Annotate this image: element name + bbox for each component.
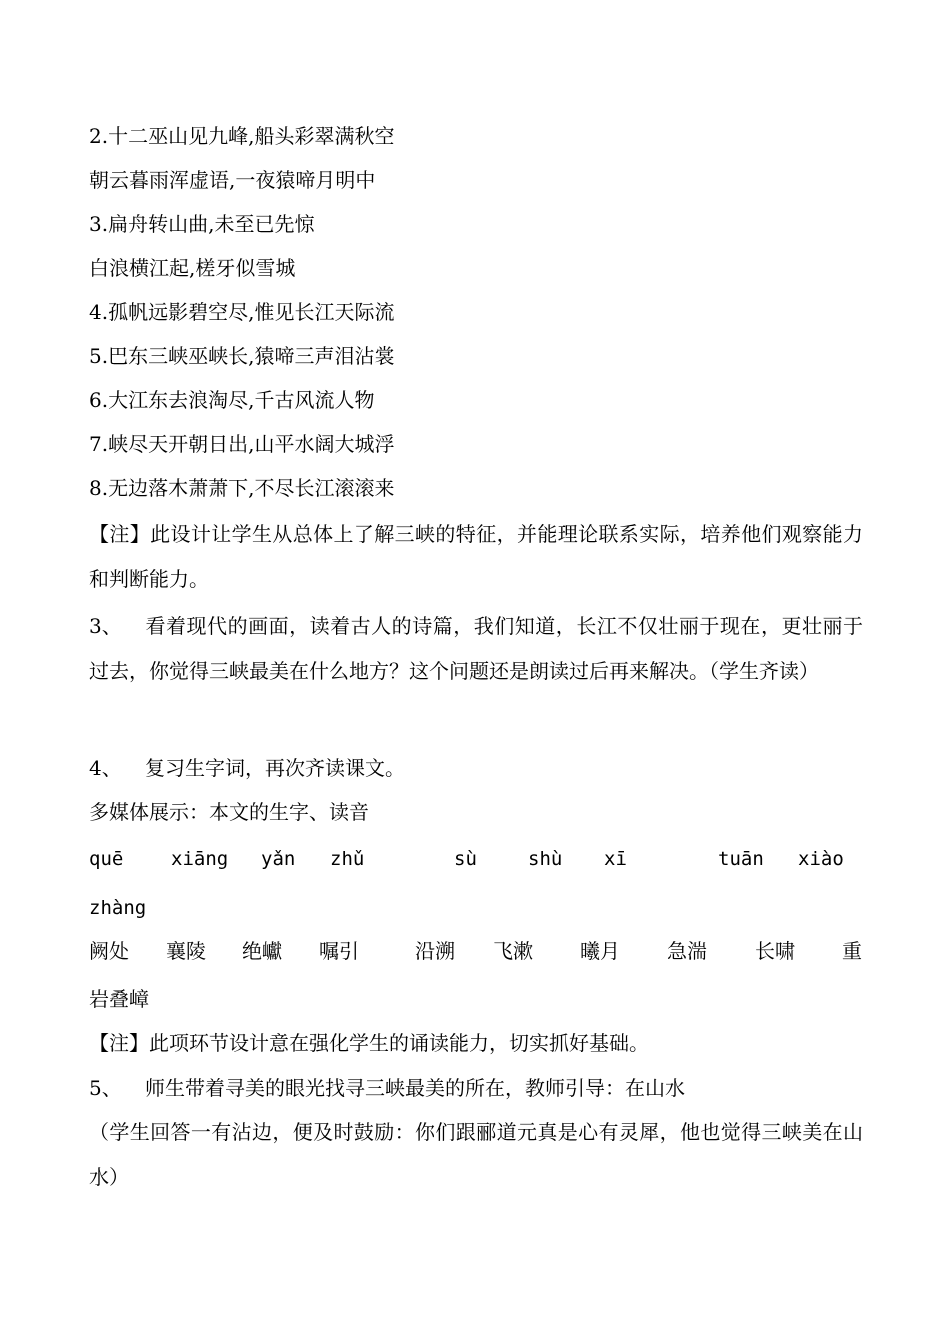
pinyin-row — [89, 846, 863, 872]
step-4-paragraph — [89, 756, 405, 780]
word-item: 绝巘 — [242, 939, 282, 963]
word-item: 急湍 — [667, 939, 707, 963]
word-item: 襄陵 — [166, 939, 206, 963]
word-row — [89, 938, 863, 964]
pinyin-row — [89, 895, 863, 921]
poem-line: 2.十二巫山见九峰,船头彩翠满秋空 — [89, 124, 395, 148]
pinyin-item: zhǔ — [330, 848, 365, 870]
pinyin-item: xiāng — [171, 848, 229, 870]
word-item: 沿溯 — [415, 939, 455, 963]
pinyin-item: xiào — [798, 848, 844, 870]
pinyin-item: zhàng — [89, 897, 147, 919]
word-item: 长啸 — [755, 939, 795, 963]
pinyin-item: quē — [89, 848, 124, 870]
step-text: 复习生字词，再次齐读课文。 — [145, 756, 405, 780]
answer-paragraph: （学生回答一有沾边，便及时鼓励：你们跟郦道元真是心有灵犀，他也觉得三峡美在山水） — [89, 1120, 863, 1189]
word-item: 飞漱 — [493, 939, 533, 963]
pinyin-item: xī — [604, 848, 627, 870]
step-text: 看着现代的画面，读着古人的诗篇，我们知道，长江不仅壮丽于现在，更壮丽于过去，你觉得三峡最美在什么地方？这个问题还是朗读过后再来解决。（学生齐读） — [89, 614, 863, 683]
note-paragraph: 【注】此设计让学生从总体上了解三峡的特征，并能理论联系实际，培养他们观察能力和判断能力。 — [89, 522, 863, 591]
step-number: 3、 — [89, 614, 122, 638]
pinyin-item: shù — [528, 848, 563, 870]
poem-line: 4.孤帆远影碧空尽,惟见长江天际流 — [89, 300, 395, 324]
poem-line: 7.峡尽天开朝日出,山平水阔大城浮 — [89, 432, 395, 456]
pinyin-item: tuān — [718, 848, 764, 870]
step-number: 4、 — [89, 756, 122, 780]
word-item: 岩叠嶂 — [89, 987, 149, 1011]
poem-line: 6.大江东去浪淘尽,千古风流人物 — [89, 388, 375, 412]
word-row — [89, 986, 863, 1012]
poem-line: 朝云暮雨浑虚语,一夜猿啼月明中 — [89, 168, 376, 192]
step-3-paragraph — [89, 604, 863, 694]
word-item: 曦月 — [580, 939, 620, 963]
step-text: 师生带着寻美的眼光找寻三峡最美的所在，教师引导：在山水 — [145, 1076, 685, 1100]
poem-line: 8.无边落木萧萧下,不尽长江滚滚来 — [89, 476, 395, 500]
poem-line: 白浪横江起,槎牙似雪城 — [89, 256, 296, 280]
poem-line: 3.扁舟转山曲,未至已先惊 — [89, 212, 315, 236]
step-number: 5、 — [89, 1076, 122, 1100]
poem-line: 5.巴东三峡巫峡长,猿啼三声泪沾裳 — [89, 344, 395, 368]
pinyin-item: sù — [454, 848, 477, 870]
step-5-paragraph — [89, 1076, 685, 1100]
pinyin-item: yǎn — [261, 848, 296, 870]
word-item: 重 — [842, 939, 862, 963]
word-item: 嘱引 — [319, 939, 359, 963]
multimedia-line: 多媒体展示：本文的生字、读音 — [89, 800, 369, 824]
note-paragraph: 【注】此项环节设计意在强化学生的诵读能力，切实抓好基础。 — [89, 1031, 649, 1055]
word-item: 阙处 — [89, 939, 129, 963]
